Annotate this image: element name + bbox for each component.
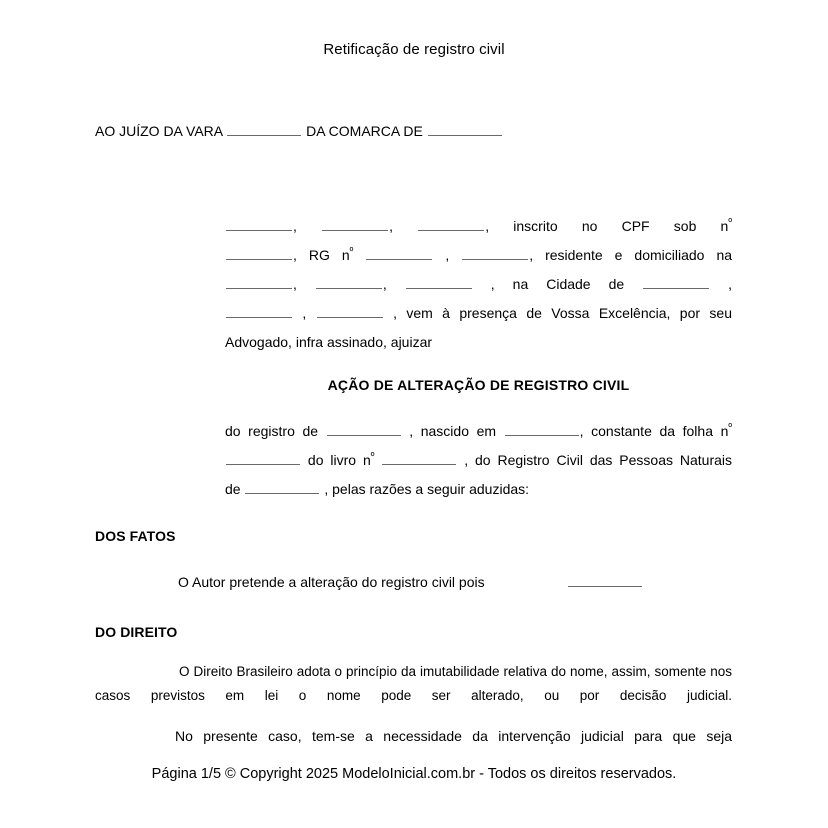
- rg-number-blank-field[interactable]: [366, 247, 432, 260]
- sheet-number-blank-field[interactable]: [226, 452, 300, 465]
- court-label-comarca: DA COMARCA DE: [306, 123, 423, 139]
- registry-line-2: [225, 446, 732, 475]
- registry-block: [225, 417, 732, 504]
- section-heading-do-direito: DO DIREITO: [95, 624, 178, 640]
- address-city-blank-field[interactable]: [643, 276, 709, 289]
- facts-text: O Autor pretende a alteração do registro civil pois: [178, 574, 485, 590]
- court-label-vara: AO JUÍZO DA VARA: [95, 123, 223, 139]
- cpf-number-blank-field[interactable]: [226, 247, 292, 260]
- ordinal-indicator: º: [349, 246, 354, 258]
- birth-label: , nascido em: [409, 423, 497, 439]
- rg-label: RG n: [308, 247, 350, 263]
- court-address-line: [95, 120, 735, 142]
- registry-city-blank-field[interactable]: [245, 481, 319, 494]
- court-comarca-blank-field[interactable]: [428, 123, 502, 136]
- law-paragraph-2: No presente caso, tem-se a necessidade da intervenção judicial para que seja: [175, 728, 732, 744]
- qualification-line-2: , RG $n^º$ , , residente e domiciliado na: [225, 241, 732, 270]
- law-paragraph-1-block: [95, 660, 732, 708]
- profession-blank-field[interactable]: [462, 247, 528, 260]
- birth-date-blank-field[interactable]: [505, 423, 579, 436]
- book-label: do livro n: [307, 452, 371, 468]
- address-number-blank-field[interactable]: [316, 276, 382, 289]
- registry-line-1: [225, 417, 732, 446]
- section-heading-dos-fatos: DOS FATOS: [95, 528, 176, 544]
- registry-office-label: , do Registro Civil das Pessoas Naturais: [464, 452, 733, 468]
- party-name-blank-field[interactable]: [226, 218, 292, 231]
- action-heading: AÇÃO DE ALTERAÇÃO DE REGISTRO CIVIL: [327, 377, 630, 393]
- facts-reason-blank-field[interactable]: [568, 574, 642, 587]
- book-number-blank-field[interactable]: [382, 452, 456, 465]
- law-paragraph-1: O Direito Brasileiro adota o princípio da imutabilidade relativa do nome, assim, somente nos casos previstos em lei o nome pode ser alterado, ou por decisão judicial.: [95, 664, 732, 703]
- qualification-block: [225, 212, 732, 357]
- reasons-label: , pelas razões a seguir aduzidas:: [324, 481, 530, 497]
- registry-label: do registro de: [225, 423, 319, 439]
- page-footer: Página 1/5 © Copyright 2025 ModeloInicial.com.br - Todos os direitos reservados.: [151, 766, 677, 782]
- registry-line-3: [225, 475, 732, 504]
- ordinal-indicator: º: [370, 451, 375, 463]
- registry-name-blank-field[interactable]: [327, 423, 401, 436]
- ordinal-indicator: º: [728, 217, 733, 229]
- address-district-blank-field[interactable]: [406, 276, 472, 289]
- appearance-text: , vem à presença de Vossa Excelência, por seu: [393, 305, 732, 321]
- court-vara-blank-field[interactable]: [227, 123, 301, 136]
- address-street-blank-field[interactable]: [226, 276, 292, 289]
- qualification-line-5: Advogado, infra assinado, ajuizar: [225, 334, 433, 350]
- page-title: Retificação de registro civil: [323, 41, 505, 58]
- qualification-line-1: , , , inscrito no CPF sob $n^º$: [225, 212, 732, 241]
- registry-city-label: de: [225, 481, 241, 497]
- ordinal-indicator: º: [728, 422, 733, 434]
- qualification-line-4: , , vem à presença de Vossa Excelência, por seu: [225, 299, 732, 328]
- cpf-label: inscrito no CPF sob n: [513, 218, 729, 234]
- party-nationality-blank-field[interactable]: [322, 218, 388, 231]
- party-marital-status-blank-field[interactable]: [418, 218, 484, 231]
- city-label: , na Cidade de: [490, 276, 625, 292]
- facts-paragraph: [95, 568, 732, 597]
- sheet-label: , constante da folha n: [579, 423, 729, 439]
- address-zip-blank-field[interactable]: [317, 305, 383, 318]
- residence-label: , residente e domiciliado na: [529, 247, 733, 263]
- address-state-blank-field[interactable]: [226, 305, 292, 318]
- qualification-line-3: , , , na Cidade de ,: [225, 270, 732, 299]
